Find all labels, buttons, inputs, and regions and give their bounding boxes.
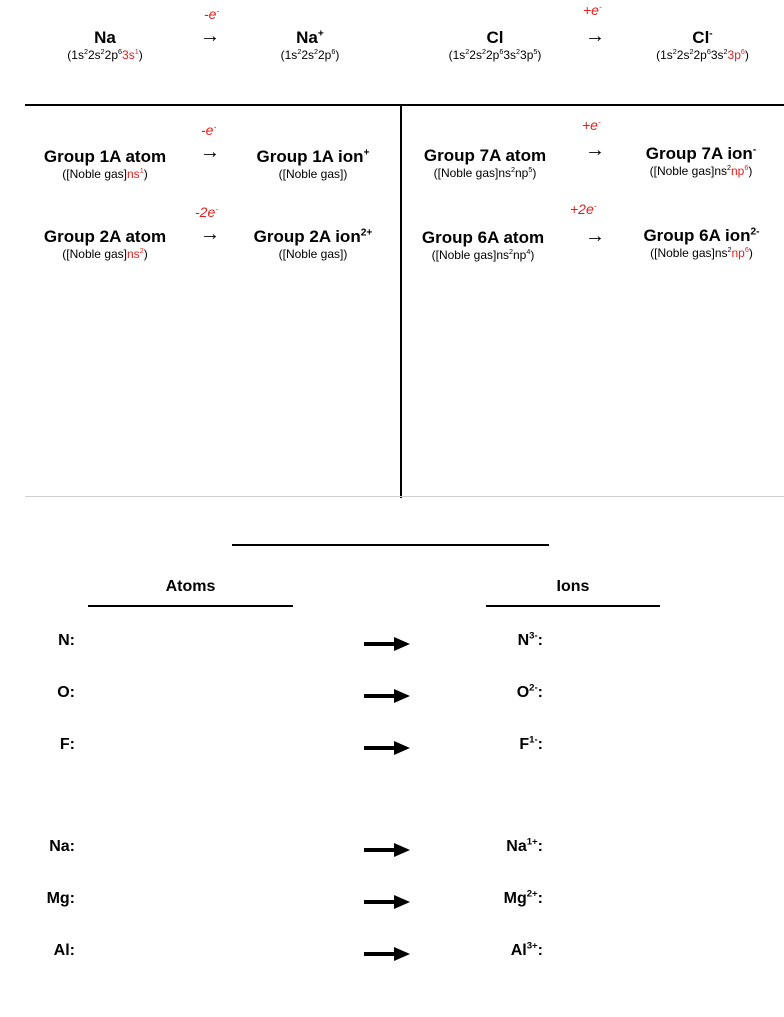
group2a-ion-name: Group 2A ion$^{2+}$ [253, 227, 373, 246]
atom-label-na: Na: [49, 838, 75, 855]
group6a-ion-config: ([Noble $gas]ns^2np^6$) [650, 245, 753, 260]
group7a-ion [626, 144, 776, 178]
atom-label-o: O: [57, 684, 75, 701]
group6a-electron-label: +2e- [570, 200, 597, 217]
cl-atom [420, 28, 570, 62]
cl-ion [625, 28, 780, 62]
cl-ion-config: $(1s^22s^22p^63s^23p^6)$ [656, 47, 749, 62]
group6a-ion [624, 226, 779, 260]
right-arrow-icon [364, 843, 410, 857]
ion-label-al: $Al^{3+}$: [510, 940, 543, 959]
na-arrow-icon: → [200, 25, 220, 47]
group6a-atom [408, 228, 558, 262]
group1a-ion-name: Group 1A ion+ [256, 147, 370, 166]
na-electron-label: -e- [204, 5, 220, 22]
atom-label-f: F: [59, 736, 75, 753]
ion-label-o: $O^{2-}$: [516, 682, 543, 701]
atoms-header-underline [88, 605, 293, 607]
ion-label-mg: $Mg^{2+}$: [503, 888, 543, 907]
ions-header-underline [486, 605, 660, 607]
group6a-atom-name: Group 6A atom [421, 228, 545, 247]
group6a-arrow-icon: → [585, 225, 605, 247]
atom-label-al: Al: [53, 942, 75, 959]
cl-ion-name: Cl- [692, 28, 713, 47]
group7a-electron-label: +e- [582, 116, 601, 133]
group1a-arrow-icon: → [200, 141, 220, 163]
na-atom-config: $(1s^22s^22p^63s^1)$ [67, 47, 143, 62]
right-arrow-icon [364, 689, 410, 703]
group2a-atom-config: ([Noble $gas]ns^2$) [62, 246, 148, 261]
group7a-atom-name: Group 7A atom [423, 146, 547, 165]
ions-header: Ions [556, 578, 590, 595]
atom-label-mg: Mg: [46, 890, 75, 907]
group2a-electron-label: -2e- [195, 203, 219, 220]
na-ion-config: $(1s^22s^22p^6)$ [280, 47, 340, 62]
panel-bottom-divider [25, 496, 784, 497]
group7a-atom [410, 146, 560, 180]
right-arrow-icon [364, 895, 410, 909]
ion-label-na: $Na^{1+}$: [506, 836, 543, 855]
cl-atom-name: Cl [486, 28, 504, 47]
group2a-atom-name: Group 2A atom [43, 227, 167, 246]
group1a-ion [240, 147, 386, 181]
group1a-atom-config: ([Noble $gas]ns^1$) [62, 166, 148, 181]
atom-label-n: N: [58, 632, 75, 649]
group6a-atom-config: ([Noble $gas]ns^2np^4$) [431, 247, 535, 262]
group2a-atom [32, 227, 178, 261]
ion-label-n: $N^{3-}$: [517, 630, 543, 649]
group2a-ion-config: ([Noble gas]) [278, 247, 348, 261]
na-ion [250, 28, 370, 62]
na-atom [45, 28, 165, 62]
worksheet-title-blank [232, 544, 549, 546]
atoms-header: Atoms [165, 578, 216, 595]
na-atom-name: Na [94, 28, 116, 47]
cl-atom-config: $(1s^22s^22p^63s^23p^5)$ [448, 47, 542, 62]
top-divider [25, 104, 784, 106]
cl-electron-label: +e- [583, 1, 602, 18]
ion-label-f: $F^{1-}$: [519, 734, 543, 753]
group1a-atom [32, 147, 178, 181]
group6a-ion-name: Group 6A ion$^{2-}$ [643, 226, 760, 245]
right-arrow-icon [364, 947, 410, 961]
group2a-ion [238, 227, 388, 261]
center-divider [400, 105, 402, 498]
group1a-atom-name: Group 1A atom [43, 147, 167, 166]
na-ion-name: Na+ [296, 28, 324, 47]
group7a-arrow-icon: → [585, 139, 605, 161]
group7a-ion-config: ([Noble $gas]ns^2np^6$) [649, 163, 753, 178]
group1a-electron-label: -e- [201, 121, 217, 138]
group2a-arrow-icon: → [200, 223, 220, 245]
cl-arrow-icon: → [585, 25, 605, 47]
group7a-atom-config: ([Noble $gas]ns^2np^5$) [433, 165, 537, 180]
right-arrow-icon [364, 741, 410, 755]
group7a-ion-name: Group 7A ion- [645, 144, 757, 163]
right-arrow-icon [364, 637, 410, 651]
group1a-ion-config: ([Noble gas]) [278, 167, 348, 181]
